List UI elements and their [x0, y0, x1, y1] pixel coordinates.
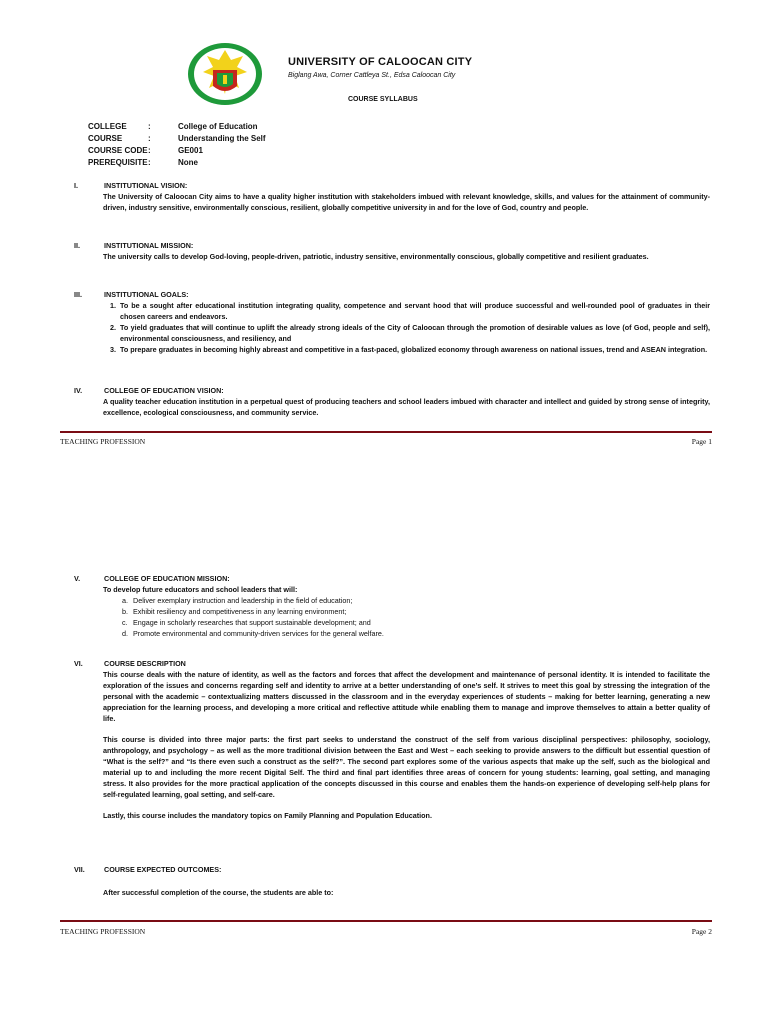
info-row-college — [88, 121, 378, 133]
section-number: I. — [74, 181, 78, 190]
info-value: None — [178, 158, 198, 167]
footer-rule — [60, 431, 712, 433]
section-body: The University of Caloocan City aims to have a quality higher institution with stakeholders imbued with relevant knowledge, skills, and values for the attainment of community-driven, industry sensitive, environmentally conscious, resilient, globally competitive university in and for the love of God, country and people. — [103, 192, 710, 212]
section-institutional-goals — [74, 289, 710, 355]
footer-rule — [60, 920, 712, 922]
paragraph: This course deals with the nature of identity, as well as the factors and forces that affect the development and maintenance of personal identity. It is intended to facilitate the exploration of the issues and concerns regarding self and identity to arrive at a better understanding of one’s self. It strives to meet this goal by stressing the integration of the personal with the academic – contextualizing matters discussed in the classroom and in the everyday experiences of students – making for better learning, generating a new appreciation for the learning process, and developing a more critical and reflective attitude while enabling them to manage and improve themselves to attain a better quality of life. — [103, 670, 710, 723]
section-number: V. — [74, 574, 81, 583]
section-number: VII. — [74, 865, 85, 874]
info-row-course-code — [88, 145, 378, 157]
section-heading: INSTITUTIONAL VISION: — [104, 181, 188, 190]
paragraph: This course is divided into three major parts: the first part seeks to understand the construct of the self from various disciplinal perspectives: philosophy, sociology, anthropology, and psychology – as well as the more traditional division between the East and West – each seeking to provide answers to the difficult but essential question of “What is the self?” and “Is there even such a construct as the self?”. The second part explores some of the various aspects that make up the self, such as the biological and material up to and including the more recent Digital Self. The third and final part identifies three areas of concern for young students: learning, goal setting, and managing stress. It also provides for the more practical application of the concepts discussed in this course and enables them the hands-on experience of developing self-help plans for self-regulated learning, goal setting, and self-care. — [103, 735, 710, 799]
list-item — [122, 617, 710, 628]
section-heading: COLLEGE OF EDUCATION MISSION: — [104, 574, 230, 583]
syllabus-title: COURSE SYLLABUS — [348, 96, 418, 103]
section-college-vision — [74, 385, 710, 418]
section-number: II. — [74, 241, 80, 250]
footer-page-number: Page 2 — [691, 927, 712, 936]
list-marker: b. — [122, 607, 128, 616]
list-text: Exhibit resiliency and competitiveness in any learning environment; — [133, 607, 347, 616]
info-label: COURSE — [88, 134, 123, 143]
info-value: Understanding the Self — [178, 134, 266, 143]
section-body: The university calls to develop God-loving, people-driven, patriotic, industry sensitive, environmentally conscious, globally competitive and resilient graduates. — [103, 252, 649, 261]
university-seal-logo — [187, 42, 263, 106]
page-footer-2 — [60, 927, 712, 936]
list-marker: c. — [122, 618, 128, 627]
goals-list — [74, 300, 710, 355]
section-number: VI. — [74, 659, 83, 668]
paragraph: Lastly, this course includes the mandatory topics on Family Planning and Population Education. — [103, 811, 432, 820]
info-colon: : — [148, 158, 151, 167]
list-text: Promote environmental and community-driven services for the general welfare. — [133, 629, 384, 638]
university-address: Biglang Awa, Corner Cattleya St., Edsa Caloocan City — [288, 72, 456, 79]
section-heading: INSTITUTIONAL MISSION: — [104, 241, 194, 250]
section-institutional-vision — [74, 180, 710, 213]
list-item: 2. To yield graduates that will continue to uplift the already strong ideals of the City of Caloocan through the promotion of desirable values as love (of God, people and self), environmental consciousness, and resiliency, and — [118, 322, 710, 344]
info-row-prerequisite — [88, 157, 378, 169]
footer-left: TEACHING PROFESSION — [60, 927, 146, 936]
section-course-description — [74, 658, 710, 821]
info-label: COURSE CODE — [88, 146, 148, 155]
section-course-outcomes — [74, 864, 710, 898]
section-body: A quality teacher education institution in a perpetual quest of producing teachers and school leaders imbued with character and intellect and guided by strong sense of integrity, excellence, ecological consciousness, and community service. — [103, 397, 710, 417]
list-item — [122, 595, 710, 606]
list-marker: d. — [122, 629, 128, 638]
section-heading: COURSE EXPECTED OUTCOMES: — [104, 865, 222, 874]
info-value: GE001 — [178, 146, 203, 155]
section-college-mission — [74, 573, 710, 639]
section-number: III. — [74, 290, 82, 299]
list-item: 3. To prepare graduates in becoming highly abreast and competitive in a fast-paced, globalized economy through awareness on national issues, trend and ASEAN integration. — [118, 344, 710, 355]
info-label: PREREQUISITE — [88, 158, 148, 167]
course-info-block — [88, 121, 378, 169]
list-item — [122, 606, 710, 617]
info-colon: : — [148, 122, 151, 131]
section-number: IV. — [74, 386, 83, 395]
section-body: To develop future educators and school leaders that will: — [103, 585, 298, 594]
footer-left: TEACHING PROFESSION — [60, 437, 146, 446]
page-footer-1 — [60, 437, 712, 446]
list-marker: a. — [122, 596, 128, 605]
section-heading: COLLEGE OF EDUCATION VISION: — [104, 386, 224, 395]
list-text: Engage in scholarly researches that support sustainable development; and — [133, 618, 371, 627]
info-value: College of Education — [178, 122, 258, 131]
section-heading: INSTITUTIONAL GOALS: — [104, 290, 189, 299]
list-text: Deliver exemplary instruction and leadership in the field of education; — [133, 596, 353, 605]
list-item — [122, 628, 710, 639]
section-heading: COURSE DESCRIPTION — [104, 659, 186, 668]
info-colon: : — [148, 146, 151, 155]
info-label: COLLEGE — [88, 122, 127, 131]
info-row-course — [88, 133, 378, 145]
footer-page-number: Page 1 — [691, 437, 712, 446]
section-body: After successful completion of the course, the students are able to: — [103, 888, 334, 897]
mission-list — [74, 595, 710, 639]
section-institutional-mission — [74, 240, 710, 262]
info-colon: : — [148, 134, 151, 143]
university-name: UNIVERSITY OF CALOOCAN CITY — [288, 56, 473, 68]
list-item: 1. To be a sought after educational institution integrating quality, competence and servant hood that will produce successful and well-rounded pool of graduates in their chosen careers and endeavors. — [118, 300, 710, 322]
